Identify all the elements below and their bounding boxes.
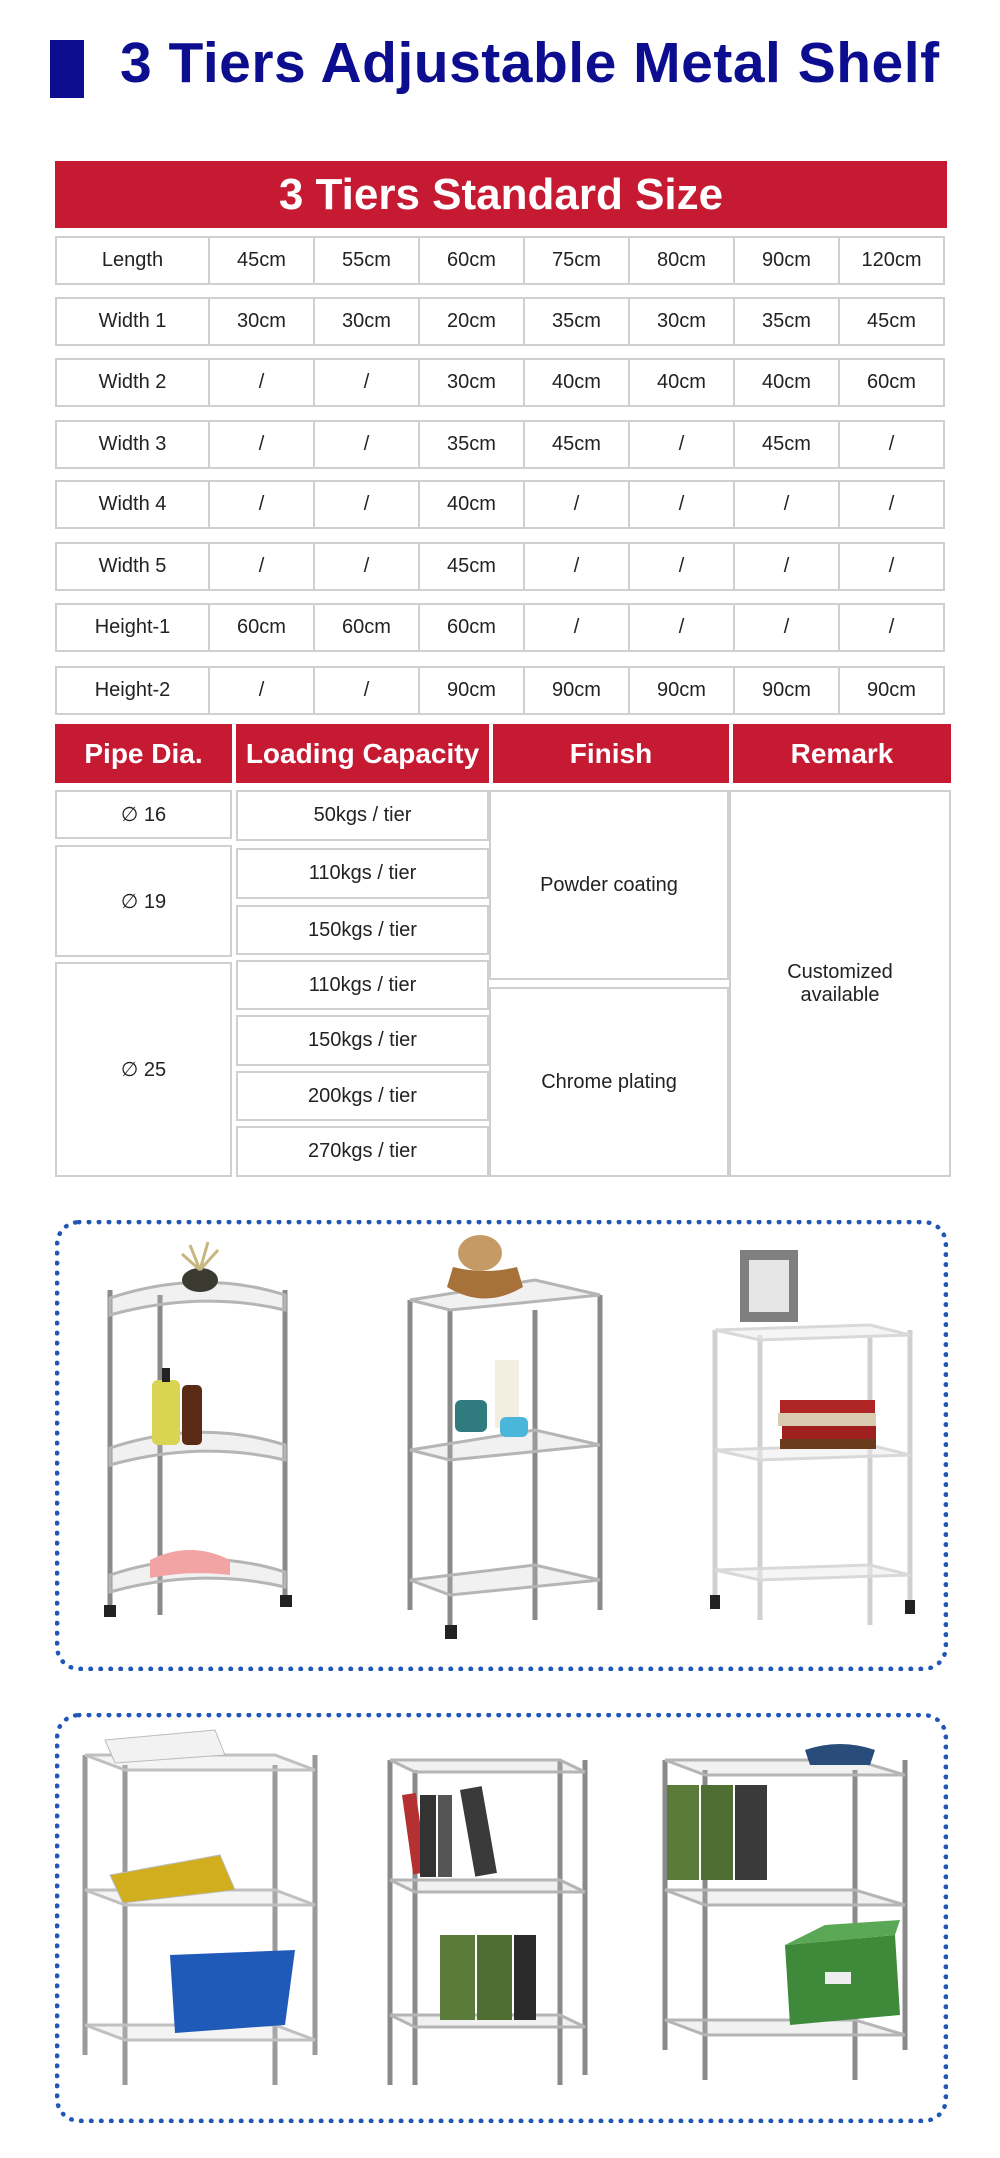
size-cell: / bbox=[735, 603, 840, 652]
size-cell: 90cm bbox=[525, 666, 630, 715]
size-cell: / bbox=[315, 358, 420, 407]
capacity-cell: 270kgs / tier bbox=[236, 1126, 489, 1177]
size-row-label: Width 2 bbox=[57, 358, 210, 407]
size-row bbox=[55, 297, 947, 346]
size-cell: / bbox=[735, 480, 840, 529]
size-cell: 90cm bbox=[735, 236, 840, 285]
size-cell: 40cm bbox=[735, 358, 840, 407]
finish-cell: Powder coating bbox=[489, 790, 729, 980]
papers-shelf-image bbox=[75, 1725, 325, 2115]
size-cell: 30cm bbox=[315, 297, 420, 346]
size-cell: 30cm bbox=[420, 358, 525, 407]
size-row-label: Width 3 bbox=[57, 420, 210, 469]
size-cell: 45cm bbox=[210, 236, 315, 285]
size-cell: / bbox=[210, 420, 315, 469]
size-cell: 20cm bbox=[420, 297, 525, 346]
size-cell: 75cm bbox=[525, 236, 630, 285]
size-row-label: Width 4 bbox=[57, 480, 210, 529]
square-shelf-image bbox=[395, 1235, 615, 1645]
size-cell: / bbox=[735, 542, 840, 591]
capacity-cell: 110kgs / tier bbox=[236, 848, 489, 899]
size-row-label: Height-2 bbox=[57, 666, 210, 715]
size-cell: 45cm bbox=[840, 297, 945, 346]
size-cell: 40cm bbox=[420, 480, 525, 529]
size-cell: / bbox=[630, 542, 735, 591]
size-cell: / bbox=[525, 480, 630, 529]
size-cell: 60cm bbox=[315, 603, 420, 652]
size-cell: 30cm bbox=[210, 297, 315, 346]
size-cell: / bbox=[315, 666, 420, 715]
size-cell: / bbox=[525, 603, 630, 652]
size-cell: / bbox=[210, 358, 315, 407]
capacity-cell: 150kgs / tier bbox=[236, 1015, 489, 1066]
size-cell: 60cm bbox=[420, 603, 525, 652]
size-cell: / bbox=[630, 420, 735, 469]
size-row-label: Width 1 bbox=[57, 297, 210, 346]
remark-header: Remark bbox=[733, 724, 951, 783]
office-shelf-image bbox=[655, 1740, 915, 2090]
size-cell: 35cm bbox=[525, 297, 630, 346]
size-cell: 45cm bbox=[420, 542, 525, 591]
white-shelf-image bbox=[700, 1240, 920, 1640]
size-cell: 90cm bbox=[420, 666, 525, 715]
finish-cell: Chrome plating bbox=[489, 987, 729, 1177]
pipe-dia-cell: ∅ 16 bbox=[55, 790, 232, 839]
size-row bbox=[55, 666, 947, 715]
size-cell: 35cm bbox=[420, 420, 525, 469]
capacity-cell: 200kgs / tier bbox=[236, 1071, 489, 1121]
size-cell: 40cm bbox=[525, 358, 630, 407]
size-cell: / bbox=[525, 542, 630, 591]
title-accent-bar bbox=[50, 40, 84, 98]
size-cell: 45cm bbox=[525, 420, 630, 469]
size-row bbox=[55, 480, 947, 529]
capacity-cell: 110kgs / tier bbox=[236, 960, 489, 1010]
size-row bbox=[55, 542, 947, 591]
size-cell: / bbox=[210, 666, 315, 715]
size-cell: 45cm bbox=[735, 420, 840, 469]
bookshelf-image bbox=[380, 1750, 590, 2090]
size-cell: 30cm bbox=[630, 297, 735, 346]
capacity-cell: 50kgs / tier bbox=[236, 790, 489, 841]
size-cell: 80cm bbox=[630, 236, 735, 285]
size-row-label: Length bbox=[57, 236, 210, 285]
size-cell: 90cm bbox=[840, 666, 945, 715]
size-cell: / bbox=[840, 542, 945, 591]
size-cell: 90cm bbox=[630, 666, 735, 715]
size-cell: 120cm bbox=[840, 236, 945, 285]
size-cell: 60cm bbox=[840, 358, 945, 407]
size-row bbox=[55, 420, 947, 469]
pipe-dia-header: Pipe Dia. bbox=[55, 724, 232, 783]
size-cell: / bbox=[210, 480, 315, 529]
size-cell: 40cm bbox=[630, 358, 735, 407]
size-cell: / bbox=[315, 542, 420, 591]
size-cell: / bbox=[840, 480, 945, 529]
size-cell: / bbox=[840, 420, 945, 469]
size-cell: 55cm bbox=[315, 236, 420, 285]
pipe-dia-cell: ∅ 19 bbox=[55, 845, 232, 957]
finish-header: Finish bbox=[493, 724, 729, 783]
size-row-label: Height-1 bbox=[57, 603, 210, 652]
size-cell: 35cm bbox=[735, 297, 840, 346]
size-cell: 60cm bbox=[210, 603, 315, 652]
standard-size-header: 3 Tiers Standard Size bbox=[55, 161, 947, 228]
page-title: 3 Tiers Adjustable Metal Shelf bbox=[120, 31, 940, 95]
size-cell: / bbox=[315, 420, 420, 469]
capacity-cell: 150kgs / tier bbox=[236, 905, 489, 955]
size-row bbox=[55, 236, 947, 285]
corner-shelf-image bbox=[90, 1240, 310, 1640]
size-row bbox=[55, 358, 947, 407]
size-cell: 60cm bbox=[420, 236, 525, 285]
size-cell: / bbox=[630, 603, 735, 652]
remark-cell: Customized available bbox=[729, 790, 951, 1177]
loading-capacity-header: Loading Capacity bbox=[236, 724, 489, 783]
pipe-dia-cell: ∅ 25 bbox=[55, 962, 232, 1177]
size-cell: 90cm bbox=[735, 666, 840, 715]
size-cell: / bbox=[630, 480, 735, 529]
size-cell: / bbox=[315, 480, 420, 529]
size-row-label: Width 5 bbox=[57, 542, 210, 591]
size-cell: / bbox=[210, 542, 315, 591]
size-row bbox=[55, 603, 947, 652]
size-cell: / bbox=[840, 603, 945, 652]
